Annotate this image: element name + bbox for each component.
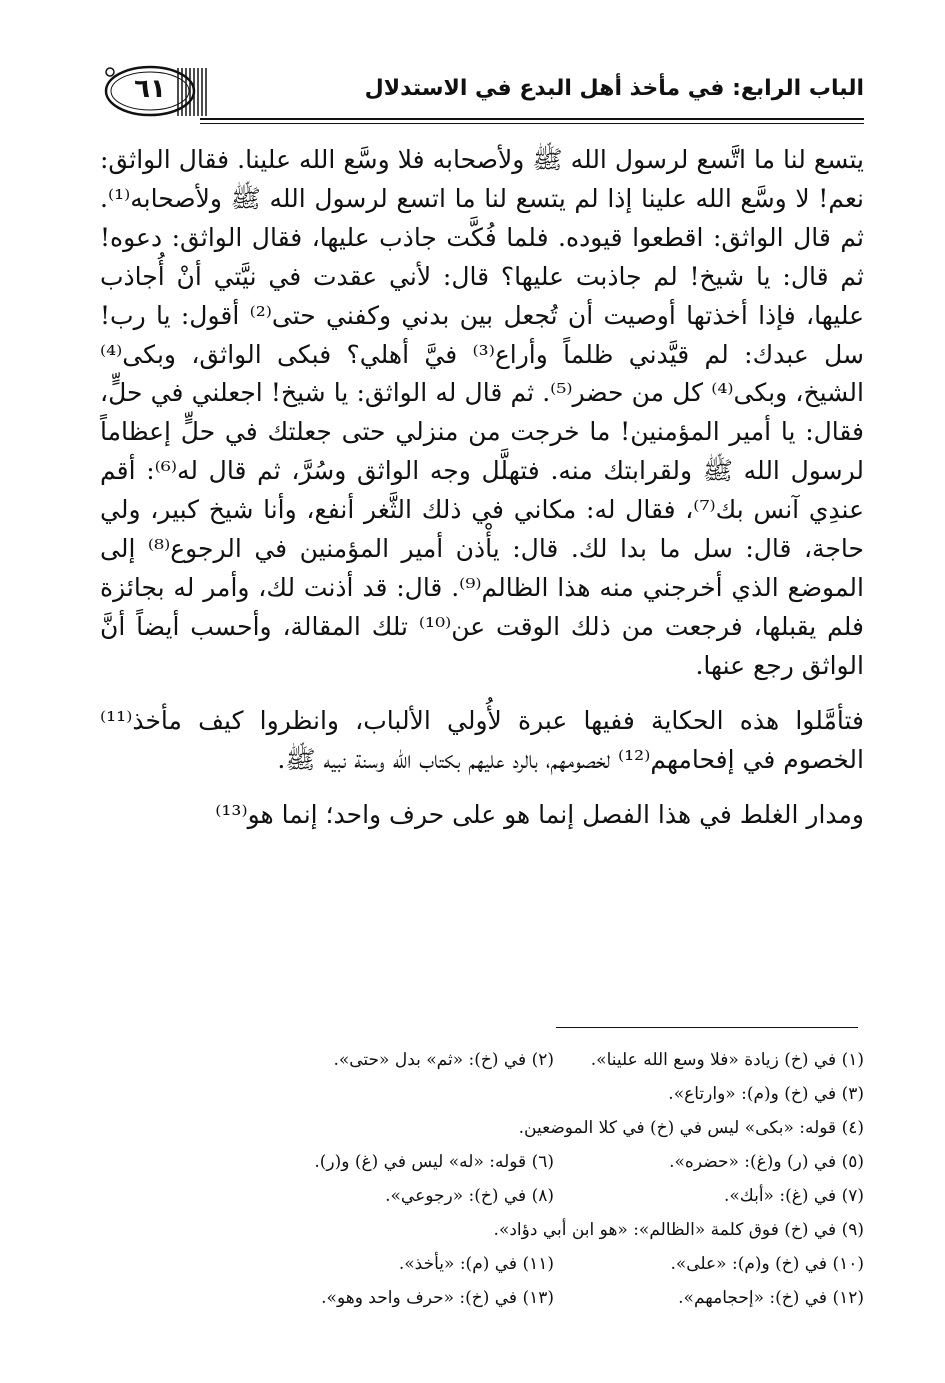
footnote: (١٢) في (خ): «إحجامهم». bbox=[678, 1288, 864, 1308]
footnote: (٢) في (خ): «ثم» بدل «حتى». bbox=[333, 1050, 554, 1070]
footnote: (٨) في (خ): «رجوعي». bbox=[385, 1186, 554, 1206]
text-line: فتهلَّل وجه الواثق وسُرَّ، ثم قال له⁽⁶⁾: أقم عندِي آنس بك⁽⁷⁾، فقال له: bbox=[100, 456, 864, 525]
paragraph-3 bbox=[100, 796, 864, 835]
page-header bbox=[100, 60, 864, 120]
footnote: (٩) في (خ) فوق كلمة «الظالم»: «هو ابن أبي دؤاد». bbox=[493, 1220, 864, 1240]
footnote-row bbox=[100, 1043, 864, 1077]
text-line: أهلي؟ فبكى الواثق، وبكى⁽⁴⁾ الشيخ، وبكى⁽⁴⁾ كل من حضر⁽⁵⁾. ثم قال bbox=[100, 339, 864, 408]
text-line: مأخذ⁽¹¹⁾ الخصوم في إفحامهم⁽¹²⁾ لخصومهم، بالرد عليهم بكتاب الله bbox=[100, 705, 864, 774]
text-line: فقال الواثق: دعوه! ثم قال: يا شيخ! لم جاذبت عليها؟ قال: لأني bbox=[100, 222, 865, 291]
text-line: له الواثق: يا شيخ! اجعلني في حلٍّ، فقال: يا أمير المؤمنين! ما خرجت bbox=[100, 378, 864, 447]
footnote: (١) في (خ) زيادة «فلا وسع الله علينا». bbox=[590, 1050, 864, 1070]
text-line: وكفني حتى⁽²⁾ أقول: يا رب! سل عبدك: لم قيَّدني ظلماً وأراع⁽³⁾ فيَّ bbox=[100, 300, 864, 369]
paragraph-1 bbox=[100, 141, 864, 686]
footnote: (١٣) في (خ): «حرف واحد وهو». bbox=[321, 1288, 554, 1308]
footnotes bbox=[100, 1043, 864, 1315]
footnote: (٤) قوله: «بكى» ليس في (خ) في كلا الموضعين. bbox=[518, 1118, 864, 1138]
text-line: من منزلي حتى جعلتك في حلٍّ إعظاماً لرسول الله ﷺ ولقرابتك منه. bbox=[100, 417, 865, 486]
text-line: فرجعت من ذلك الوقت عن⁽¹⁰⁾ تلك المقالة، وأحسب أيضاً أنَّ الواثق bbox=[100, 611, 864, 680]
page-number: ٦١ bbox=[134, 74, 166, 104]
text-line: وسنة نبيه ﷺ. bbox=[277, 744, 385, 774]
footnote: (١٠) في (خ) و(م): «على». bbox=[670, 1254, 864, 1274]
text-line: يتسع لنا ما اتَّسع لرسول الله ﷺ ولأصحابه فلا وسَّع الله علينا. فقال bbox=[178, 145, 865, 174]
text-line: رجع عنها. bbox=[695, 650, 794, 680]
footnote: (٥) في (ر) و(غ): «حضره». bbox=[669, 1152, 864, 1172]
text-line: الواثق: نعم! لا وسَّع الله علينا إذا لم يتسع لنا ما اتسع لرسول الله ﷺ bbox=[100, 145, 864, 213]
footnote-row bbox=[100, 1077, 864, 1111]
footnote-row bbox=[100, 1281, 864, 1315]
text-line: عقدت في نيَّتي أنْ أُجاذب عليها، فإذا أخذتها أوصيت أن تُجعل بين بدني bbox=[100, 261, 865, 330]
footnote: (٦) قوله: «له» ليس في (غ) و(ر). bbox=[314, 1152, 554, 1172]
footnote-row bbox=[100, 1179, 864, 1213]
footnote: (١١) في (م): «يأخذ». bbox=[398, 1254, 554, 1274]
text-line: مكاني في ذلك الثَّغر أنفع، وأنا شيخ كبير، ولي حاجة، قال: سل ما بدا bbox=[100, 495, 864, 564]
footnote-row bbox=[100, 1213, 864, 1247]
text-line: منه هذا الظالم⁽⁹⁾. قال: قد أذنت لك، وأمر له بجائزة فلم يقبلها، bbox=[100, 572, 865, 641]
footnote: (٣) في (خ) و(م): «وارتاع». bbox=[668, 1084, 864, 1104]
footnote-row bbox=[100, 1111, 864, 1145]
text-line: فتأمَّلوا هذه الحكاية ففيها عبرة لأُولي الألباب، وانظروا كيف bbox=[198, 705, 864, 735]
text-line: ولأصحابه⁽¹⁾. ثم قال الواثق: اقطعوا قيوده. فلما فُكَّت جاذب عليها، bbox=[100, 183, 864, 252]
text-line: لك. قال: يأْذن أمير المؤمنين في الرجوع⁽⁸⁾ إلى الموضع الذي أخرجني bbox=[100, 534, 864, 602]
footnote-separator bbox=[556, 1027, 858, 1028]
footnote-row bbox=[100, 1145, 864, 1179]
main-text bbox=[100, 141, 864, 834]
header-rule bbox=[200, 118, 864, 124]
text-line: ومدار الغلط في هذا الفصل إنما هو على حرف واحد؛ إنما هو⁽¹³⁾ bbox=[215, 799, 864, 829]
running-title: الباب الرابع: في مأخذ أهل البدع في الاستدلال bbox=[364, 76, 864, 101]
footnote-row bbox=[100, 1247, 864, 1281]
footnote: (٧) في (غ): «أبك». bbox=[723, 1186, 864, 1206]
paragraph-2 bbox=[100, 702, 864, 780]
